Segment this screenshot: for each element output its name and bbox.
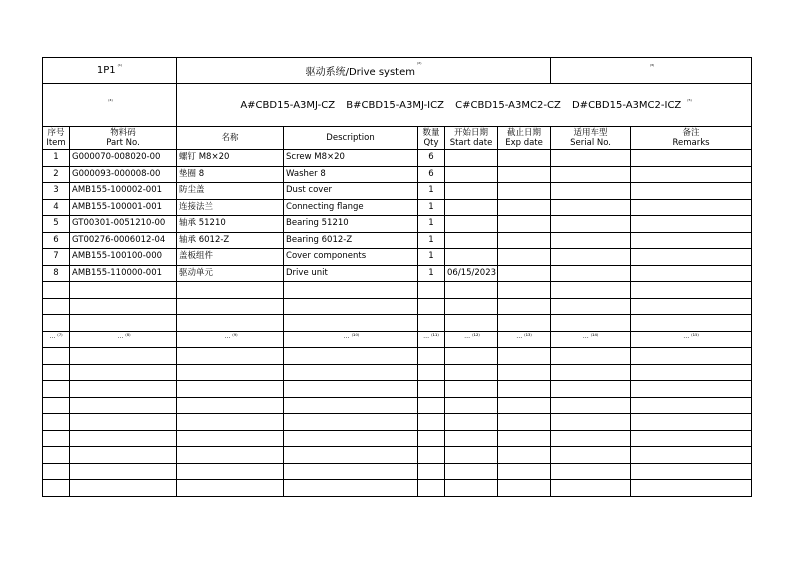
table-cell <box>284 381 418 398</box>
table-cell <box>551 463 631 480</box>
table-cell: 1 <box>418 265 445 282</box>
table-cell <box>43 282 70 299</box>
table-cell <box>445 397 498 414</box>
column-header-row <box>43 127 752 150</box>
table-cell <box>551 183 631 200</box>
column-header-cn: 开始日期 <box>454 128 489 138</box>
column-header-en: Part No. <box>106 138 140 148</box>
table-cell: 1 <box>418 183 445 200</box>
table-cell <box>284 315 418 332</box>
table-cell <box>551 381 631 398</box>
table-cell: G000070-008020-00 <box>70 150 177 167</box>
table-cell <box>70 430 177 447</box>
table-cell <box>70 447 177 464</box>
empty-row <box>43 298 752 315</box>
code-note: ⁽¹⁾ <box>117 64 123 70</box>
table-cell <box>418 480 445 497</box>
table-cell <box>551 150 631 167</box>
table-cell <box>445 150 498 167</box>
table-cell: AMB155-100100-000 <box>70 249 177 266</box>
table-cell <box>445 282 498 299</box>
table-cell: 1 <box>418 199 445 216</box>
table-cell: 驱动单元 <box>177 265 284 282</box>
table-cell <box>177 348 284 365</box>
table-cell <box>284 430 418 447</box>
column-header <box>43 127 70 150</box>
table-cell <box>631 150 752 167</box>
column-header <box>498 127 551 150</box>
table-cell: 6 <box>43 232 70 249</box>
table-cell: 5 <box>43 216 70 233</box>
table-cell <box>418 364 445 381</box>
table-cell: 06/15/2023 <box>445 265 498 282</box>
table-cell <box>631 216 752 233</box>
table-cell <box>43 348 70 365</box>
empty-row <box>43 364 752 381</box>
empty-row <box>43 480 752 497</box>
column-header-cn: 适用车型 <box>573 128 608 138</box>
table-cell <box>445 315 498 332</box>
table-cell: 1 <box>43 150 70 167</box>
table-cell <box>631 463 752 480</box>
table-cell <box>498 463 551 480</box>
table-cell <box>284 480 418 497</box>
table-cell <box>498 381 551 398</box>
table-cell: 8 <box>43 265 70 282</box>
table-cell <box>551 364 631 381</box>
table-cell <box>551 397 631 414</box>
table-cell <box>284 348 418 365</box>
table-cell <box>445 183 498 200</box>
table-cell <box>631 381 752 398</box>
column-header <box>631 127 752 150</box>
table-row <box>43 216 752 233</box>
models-cell <box>177 84 752 127</box>
code-text: 1P1 <box>96 65 116 76</box>
table-cell <box>177 315 284 332</box>
table-cell <box>43 480 70 497</box>
table-cell: 6 <box>418 150 445 167</box>
table-row <box>43 232 752 249</box>
empty-row <box>43 381 752 398</box>
table-cell <box>631 265 752 282</box>
table-cell: Bearing 51210 <box>284 216 418 233</box>
table-cell: 盖板组件 <box>177 249 284 266</box>
table-cell <box>498 216 551 233</box>
table-cell <box>498 249 551 266</box>
table-cell <box>551 348 631 365</box>
table-cell <box>70 414 177 431</box>
table-cell: 轴承 6012-Z <box>177 232 284 249</box>
model-b: B#CBD15-A3MJ-ICZ <box>346 99 444 111</box>
table-cell <box>551 315 631 332</box>
column-header <box>284 127 418 150</box>
table-cell <box>498 364 551 381</box>
table-cell: 3 <box>43 183 70 200</box>
table-cell: 1 <box>418 232 445 249</box>
column-header <box>177 127 284 150</box>
table-cell: Dust cover <box>284 183 418 200</box>
table-cell <box>498 414 551 431</box>
table-cell: 2 <box>43 166 70 183</box>
table-cell <box>498 150 551 167</box>
table-cell <box>418 397 445 414</box>
empty-row <box>43 348 752 365</box>
table-cell <box>498 282 551 299</box>
table-cell <box>70 397 177 414</box>
table-cell: … ⁽¹⁴⁾ <box>551 331 631 348</box>
column-header <box>70 127 177 150</box>
table-row <box>43 249 752 266</box>
table-cell <box>551 199 631 216</box>
table-cell: GT00301-0051210-00 <box>70 216 177 233</box>
model-a: A#CBD15-A3MJ-CZ <box>240 99 336 111</box>
table-cell: 7 <box>43 249 70 266</box>
table-cell <box>551 447 631 464</box>
table-cell: Bearing 6012-Z <box>284 232 418 249</box>
system-title: 驱动系统/Drive system <box>305 67 415 78</box>
column-header-cn: 截止日期 <box>507 128 542 138</box>
table-cell <box>284 298 418 315</box>
table-cell <box>43 364 70 381</box>
model-c: C#CBD15-A3MC2-CZ <box>455 99 561 111</box>
table-cell: Screw M8×20 <box>284 150 418 167</box>
header-row-models <box>43 84 752 127</box>
table-cell <box>70 348 177 365</box>
table-cell: Connecting flange <box>284 199 418 216</box>
table-cell <box>70 480 177 497</box>
table-cell <box>177 397 284 414</box>
empty-row <box>43 414 752 431</box>
table-cell <box>70 463 177 480</box>
table-cell <box>70 315 177 332</box>
table-cell: … ⁽⁸⁾ <box>70 331 177 348</box>
empty-row <box>43 447 752 464</box>
table-cell <box>418 282 445 299</box>
table-cell <box>445 166 498 183</box>
table-row <box>43 265 752 282</box>
table-cell <box>418 315 445 332</box>
table-cell <box>631 397 752 414</box>
table-cell <box>631 414 752 431</box>
table-cell <box>551 166 631 183</box>
table-cell <box>498 232 551 249</box>
table-cell: … ⁽¹⁵⁾ <box>631 331 752 348</box>
table-cell <box>177 447 284 464</box>
table-row <box>43 150 752 167</box>
empty-row <box>43 463 752 480</box>
table-cell <box>177 480 284 497</box>
table-cell <box>631 183 752 200</box>
empty-row <box>43 315 752 332</box>
system-title-cell <box>177 58 551 84</box>
table-cell: AMB155-100002-001 <box>70 183 177 200</box>
table-cell <box>551 265 631 282</box>
table-cell <box>631 315 752 332</box>
table-cell: 1 <box>418 249 445 266</box>
table-cell <box>498 447 551 464</box>
column-header-cn: 物料码 <box>110 128 136 138</box>
table-cell <box>445 463 498 480</box>
table-cell <box>70 364 177 381</box>
table-cell <box>498 265 551 282</box>
table-cell <box>284 447 418 464</box>
model-d: D#CBD15-A3MC2-ICZ <box>571 99 682 111</box>
column-header-cn: Description <box>326 133 375 143</box>
empty-row <box>43 430 752 447</box>
table-row <box>43 183 752 200</box>
column-header-en: Qty <box>423 138 439 148</box>
table-cell: 1 <box>418 216 445 233</box>
table-cell <box>445 232 498 249</box>
table-cell: … ⁽¹⁰⁾ <box>284 331 418 348</box>
table-cell <box>418 298 445 315</box>
table-cell <box>498 166 551 183</box>
table-cell: … ⁽¹²⁾ <box>445 331 498 348</box>
table-cell: 连接法兰 <box>177 199 284 216</box>
table-cell <box>631 298 752 315</box>
column-header-en: Remarks <box>672 138 710 148</box>
table-cell <box>177 430 284 447</box>
system-note: ⁽²⁾ <box>416 62 422 68</box>
table-cell <box>551 232 631 249</box>
table-cell: AMB155-100001-001 <box>70 199 177 216</box>
table-cell <box>43 414 70 431</box>
empty-row <box>43 397 752 414</box>
right-note-cell <box>551 58 752 84</box>
table-cell <box>631 348 752 365</box>
table-cell <box>445 364 498 381</box>
table-cell <box>43 298 70 315</box>
table-cell <box>445 199 498 216</box>
table-cell: Drive unit <box>284 265 418 282</box>
table-cell: AMB155-110000-001 <box>70 265 177 282</box>
table-cell <box>445 430 498 447</box>
table-cell: 4 <box>43 199 70 216</box>
left-note: ⁽⁴⁾ <box>108 98 113 105</box>
table-cell <box>43 315 70 332</box>
table-cell <box>70 381 177 398</box>
table-cell <box>551 216 631 233</box>
table-cell <box>551 298 631 315</box>
left-note-cell <box>43 84 177 127</box>
table-cell: 螺钉 M8×20 <box>177 150 284 167</box>
table-cell: … ⁽¹³⁾ <box>498 331 551 348</box>
table-cell <box>418 348 445 365</box>
table-cell <box>70 298 177 315</box>
table-cell <box>551 414 631 431</box>
table-cell <box>551 249 631 266</box>
table-cell: 轴承 51210 <box>177 216 284 233</box>
table-cell <box>498 199 551 216</box>
table-cell: 6 <box>418 166 445 183</box>
table-cell <box>418 463 445 480</box>
table-cell <box>177 364 284 381</box>
table-cell: … ⁽⁷⁾ <box>43 331 70 348</box>
table-cell <box>445 447 498 464</box>
table-cell <box>445 298 498 315</box>
table-cell <box>498 480 551 497</box>
code-cell <box>43 58 177 84</box>
column-header-en: Start date <box>449 138 493 148</box>
table-cell <box>43 381 70 398</box>
table-cell: G000093-000008-00 <box>70 166 177 183</box>
column-header-cn: 序号 <box>47 128 65 138</box>
table-cell <box>177 282 284 299</box>
column-header <box>551 127 631 150</box>
table-cell <box>284 364 418 381</box>
table-cell <box>418 430 445 447</box>
table-cell <box>177 381 284 398</box>
table-cell <box>445 414 498 431</box>
table-cell <box>284 414 418 431</box>
table-cell <box>418 447 445 464</box>
right-note: ⁽³⁾ <box>649 64 655 70</box>
table-cell <box>631 430 752 447</box>
table-row <box>43 166 752 183</box>
table-cell <box>631 249 752 266</box>
table-cell: … ⁽¹¹⁾ <box>418 331 445 348</box>
table-cell <box>631 199 752 216</box>
column-header-en: Exp date <box>505 138 543 148</box>
table-cell <box>498 397 551 414</box>
table-cell <box>445 381 498 398</box>
table-cell <box>631 232 752 249</box>
table-cell <box>498 430 551 447</box>
table-cell: 防尘盖 <box>177 183 284 200</box>
table-cell <box>498 348 551 365</box>
table-cell <box>551 282 631 299</box>
column-header <box>418 127 445 150</box>
table-cell <box>631 364 752 381</box>
table-cell: Washer 8 <box>284 166 418 183</box>
empty-row <box>43 282 752 299</box>
table-cell <box>284 463 418 480</box>
table-cell <box>631 447 752 464</box>
header-row-top <box>43 58 752 84</box>
models-note: ⁽⁵⁾ <box>687 98 692 105</box>
table-cell <box>43 447 70 464</box>
table-cell <box>631 480 752 497</box>
table-cell <box>631 282 752 299</box>
table-cell <box>418 414 445 431</box>
table-cell <box>418 381 445 398</box>
column-header <box>445 127 498 150</box>
table-cell <box>43 463 70 480</box>
table-cell: … ⁽⁹⁾ <box>177 331 284 348</box>
table-cell <box>43 397 70 414</box>
column-header-en: Serial No. <box>570 138 611 148</box>
table-cell <box>70 282 177 299</box>
table-cell <box>177 414 284 431</box>
table-cell <box>284 397 418 414</box>
marker-row <box>43 331 752 348</box>
table-cell <box>177 463 284 480</box>
table-cell <box>445 216 498 233</box>
table-cell <box>445 249 498 266</box>
table-cell <box>445 348 498 365</box>
table-cell: Cover components <box>284 249 418 266</box>
table-cell <box>445 480 498 497</box>
table-cell <box>631 166 752 183</box>
table-row <box>43 199 752 216</box>
table-cell <box>498 315 551 332</box>
table-cell <box>498 298 551 315</box>
table-cell <box>551 480 631 497</box>
table-cell <box>43 430 70 447</box>
table-cell <box>551 430 631 447</box>
column-header-cn: 数量 <box>422 128 440 138</box>
column-header-en: Item <box>46 138 66 148</box>
table-cell: 垫圈 8 <box>177 166 284 183</box>
column-header-cn: 名称 <box>221 133 239 143</box>
table-cell <box>177 298 284 315</box>
parts-list-table <box>42 57 752 497</box>
table-cell <box>284 282 418 299</box>
table-cell <box>498 183 551 200</box>
table-cell: GT00276-0006012-04 <box>70 232 177 249</box>
column-header-cn: 备注 <box>682 128 700 138</box>
